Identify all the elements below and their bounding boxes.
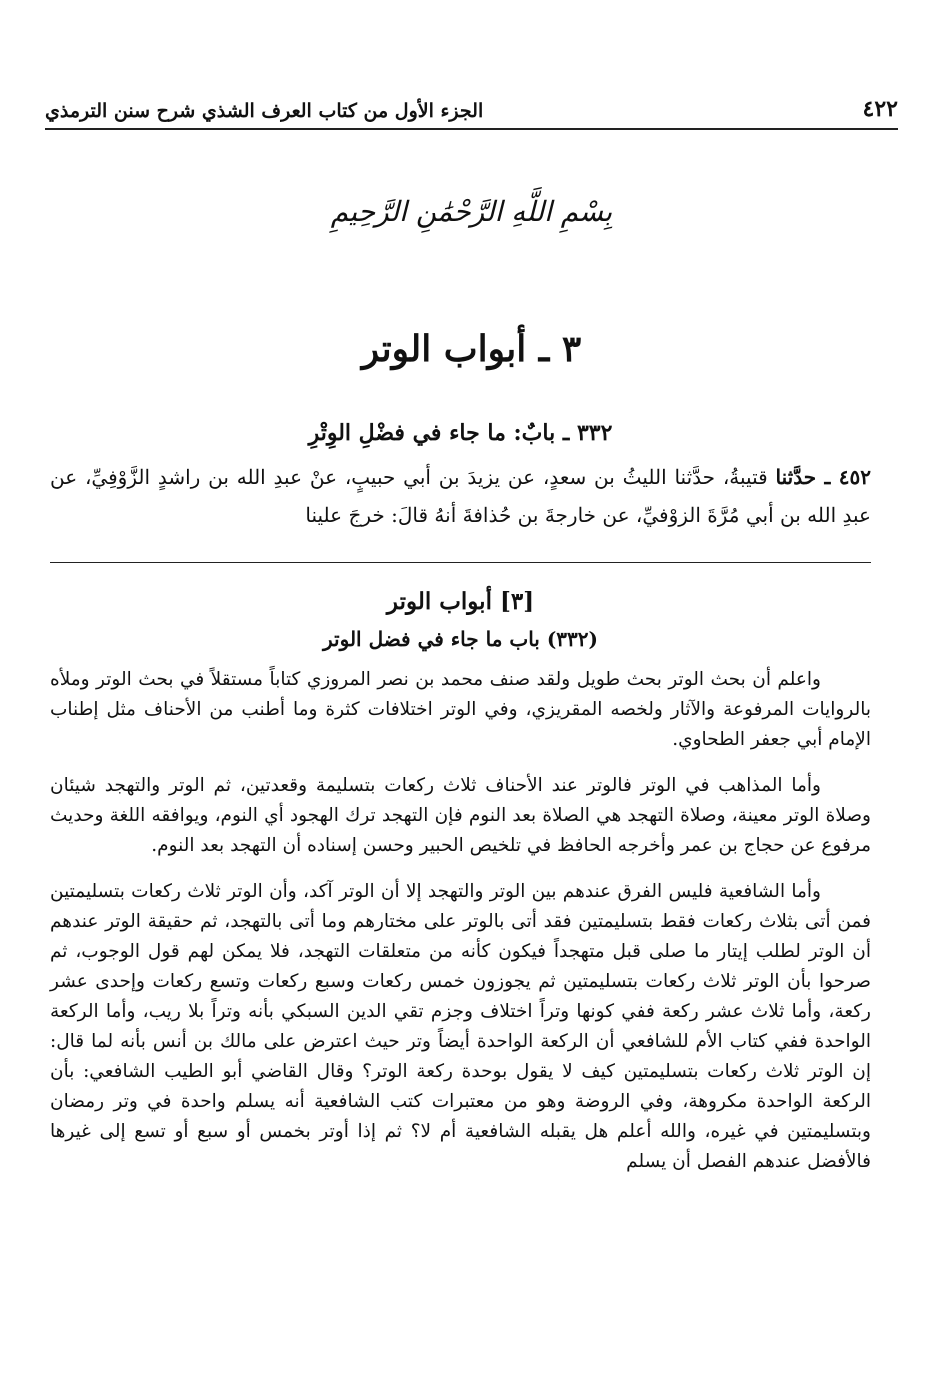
commentary-section: [50, 588, 871, 1193]
hadith-body: قتيبةُ، حدَّثنا الليثُ بن سعدٍ، عن يزيدَ بن أبي حبيبٍ، عنْ عبدِ الله بن راشدٍ الزَّوْفِيِّ، عن عبدِ الله بن أبي مُرَّةَ الزوْفيِّ، عن خارجةَ بن حُذافةَ أنهُ قالَ: خرجَ علينا: [50, 465, 871, 527]
book-title: الجزء الأول من كتاب العرف الشذي شرح سنن الترمذي: [45, 100, 484, 122]
commentary-paragraph: وأما المذاهب في الوتر فالوتر عند الأحناف ثلاث ركعات بتسليمة وقعدتين، ثم الوتر والتهجد شيئان وصلاة الوتر معينة، وصلاة التهجد هي الصلاة بعد النوم فإن التهجد ترك الهجود أي النوم، ويوافقه اللغة وحديث مرفوع عن حجاج بن عمر وأخرجه الحافظ في تلخيص الحبير وحسن إسناده أن التهجد بعد النوم.: [50, 775, 871, 856]
commentary-paragraph: واعلم أن بحث الوتر بحث طويل ولقد صنف محمد بن نصر المروزي كتاباً مستقلاً في بحث الوتر وملأه بالروايات المرفوعة والآثار ولخصه المقريزي، وفي الوتر اختلافات كثرة وما أطنب من الأحناف مثل إطناب الإمام أبي جعفر الطحاوي.: [50, 669, 871, 750]
section-divider: [50, 562, 871, 563]
basmala: بِسْمِ اللَّهِ الرَّحْمَٰنِ الرَّحِيمِ: [330, 195, 613, 228]
chapter-title: ٣ ـ أبواب الوتر: [361, 328, 582, 370]
hadith-text: [50, 458, 871, 534]
commentary-paragraph: وأما الشافعية فليس الفرق عندهم بين الوتر والتهجد إلا أن الوتر آكد، وأن الوتر ثلاث ركعات بتسليمتين فمن أتى بثلاث ركعات فقط بتسليمتين فقد أتى بالوتر على مختارهم وما أتى بالتهجد، ثم حقيقة الوتر عندهم أن الوتر لطلب إيتار ما صلى قبل متهجداً فيكون كأنه من متعلقات التهجد، فلا يمكن لهم قول الوجوب، ثم صرحوا بأن الوتر ثلاث ركعات بتسليمتين ثم يجوزون خمس ركعات وسبع ركعات وتسع ركعات وإحدى عشر ركعة، وأما ثلاث عشر ركعة ففي كونها وتراً اختلاف وجزم تقي الدين السبكي بأنه وتراً بلا ريب، وأما الركعة الواحدة ففي كتاب الأم للشافعي أن الركعة الواحدة أيضاً وتر حيث اعترض على مالك بن أنس بأنه لما قال: إن الوتر ثلاث ركعات بتسليمتين كيف لا يقول بوحدة ركعة الوتر؟ وقال القاضي أبو الطيب الشافعي: بأن الركعة الواحدة مكروهة، وفي الروضة وهو من معتبرات كتب الشافعية أنه يسلم واحدة في وتر رمضان وبتسليمتين في غيره، والله أعلم هل يقبله الشافعية أم لا؟ ثم إذا أوتر بخمس أو سبع أو تسع إلى غيرها فالأفضل عندهم الفصل أن يسلم: [50, 881, 871, 1172]
page-number: ٤٢٢: [862, 96, 898, 122]
hadith-number: ٤٥٢ ـ حدَّثنا: [775, 465, 872, 489]
matn-section: [50, 420, 871, 534]
commentary-chapter-title: [٣] أبواب الوتر: [386, 588, 535, 615]
running-header: [45, 82, 898, 130]
commentary-bab-title: (٣٣٢) باب ما جاء في فضل الوتر: [323, 627, 598, 651]
bab-title: ٣٣٢ ـ بابٌ: ما جاء في فضْلِ الوِتْرِ: [308, 420, 613, 446]
